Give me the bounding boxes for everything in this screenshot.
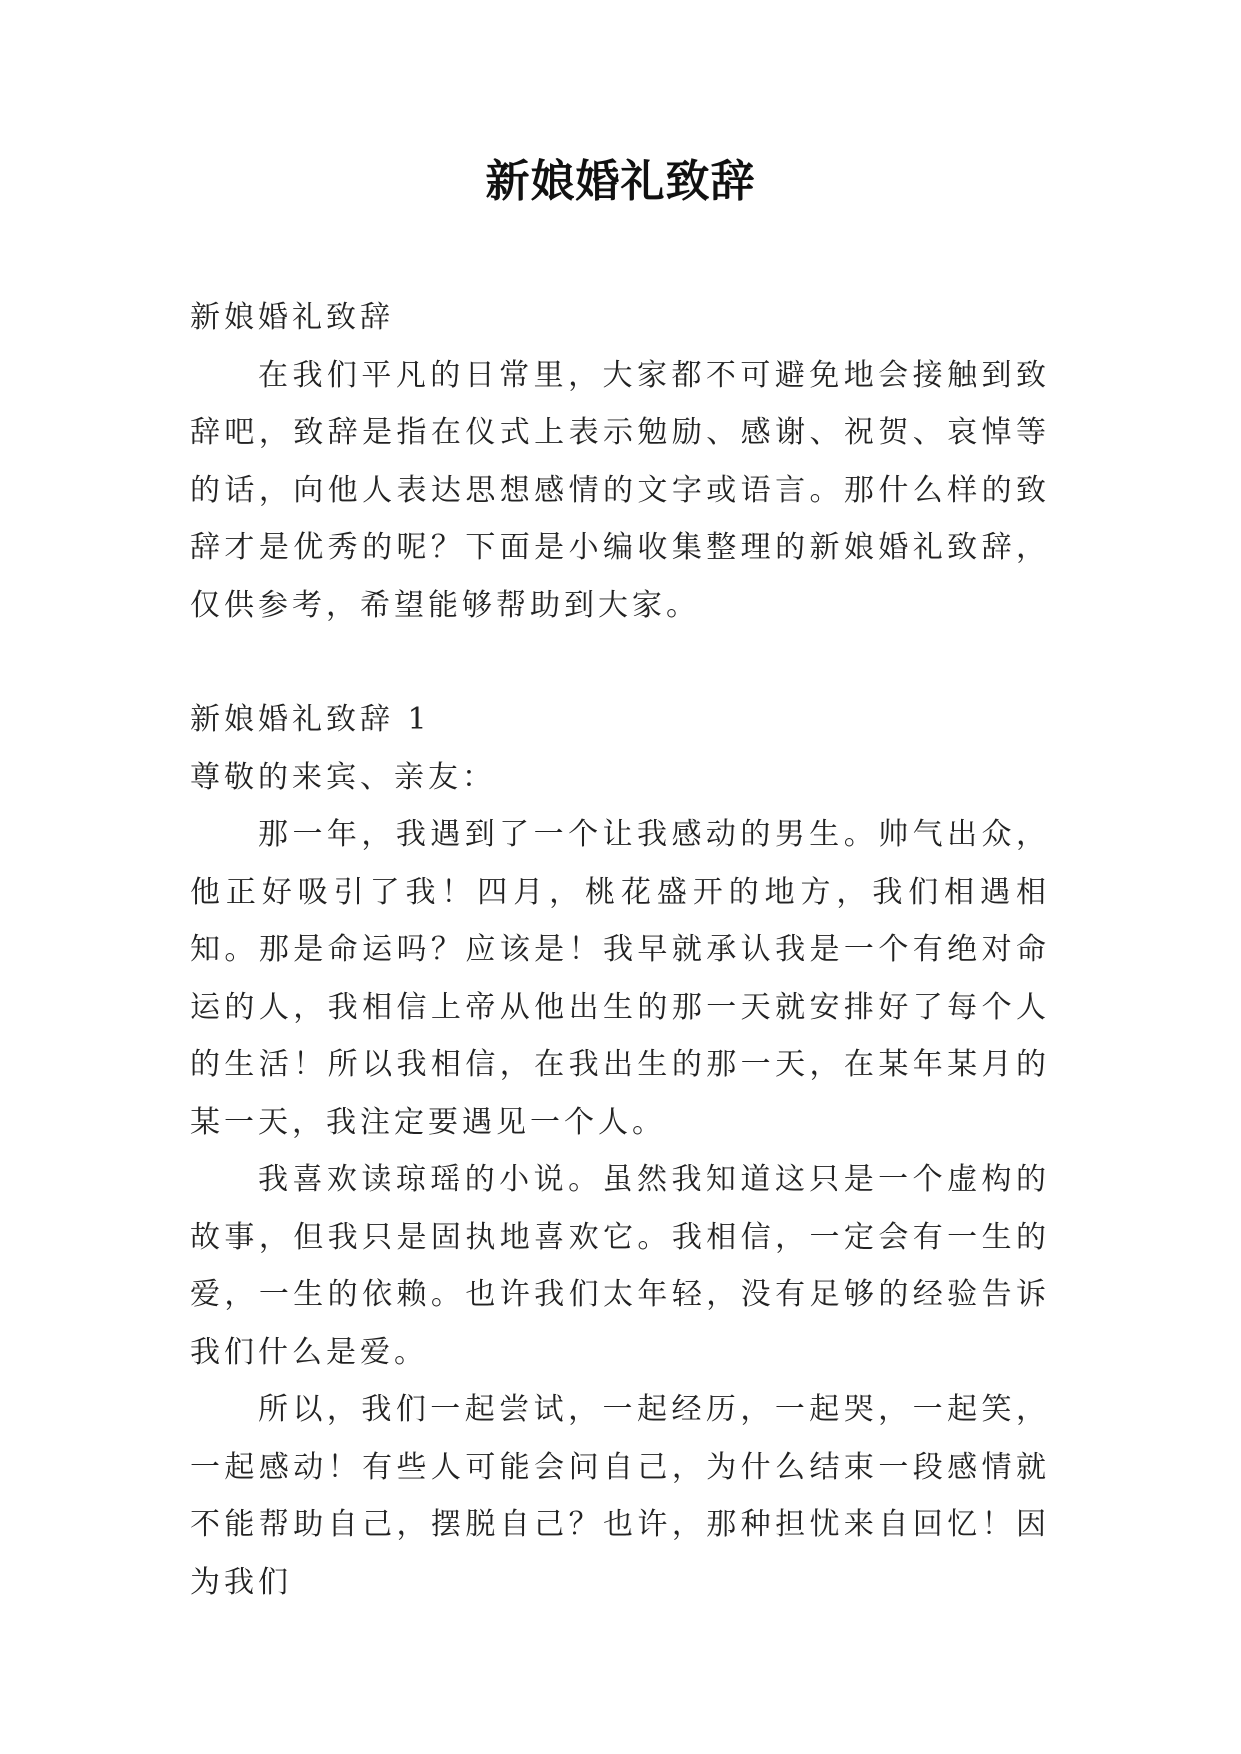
body-paragraph: 那一年，我遇到了一个让我感动的男生。帅气出众，他正好吸引了我！四月，桃花盛开的地方，我们相遇相知。那是命运吗？应该是！我早就承认我是一个有绝对命运的人，我相信上帝从他出生的那一天就安排好了每个人的生活！所以我相信，在我出生的那一天，在某年某月的某一天，我注定要遇见一个人。	[190, 817, 1050, 1140]
salutation: 尊敬的来宾、亲友：	[190, 759, 496, 795]
document-subtitle: 新娘婚礼致辞	[190, 300, 394, 335]
section-heading: 新娘婚礼致辞 1	[190, 702, 431, 737]
document-body	[190, 289, 1050, 1611]
body-paragraph: 我喜欢读琼瑶的小说。虽然我知道这只是一个虚构的故事，但我只是固执地喜欢它。我相信，一定会有一生的爱，一生的依赖。也许我们太年轻，没有足够的经验告诉我们什么是爱。	[190, 1162, 1050, 1370]
document-title: 新娘婚礼致辞	[485, 156, 756, 207]
body-paragraph: 所以，我们一起尝试，一起经历，一起哭，一起笑，一起感动！有些人可能会问自己，为什么结束一段感情就不能帮助自己，摆脱自己？也许，那种担忧来自回忆！因为我们	[190, 1392, 1050, 1600]
intro-paragraph: 在我们平凡的日常里，大家都不可避免地会接触到致辞吧，致辞是指在仪式上表示勉励、感谢、祝贺、哀悼等的话，向他人表达思想感情的文字或语言。那什么样的致辞才是优秀的呢？下面是小编收集整理的新娘婚礼致辞，仅供参考，希望能够帮助到大家。	[190, 357, 1050, 623]
